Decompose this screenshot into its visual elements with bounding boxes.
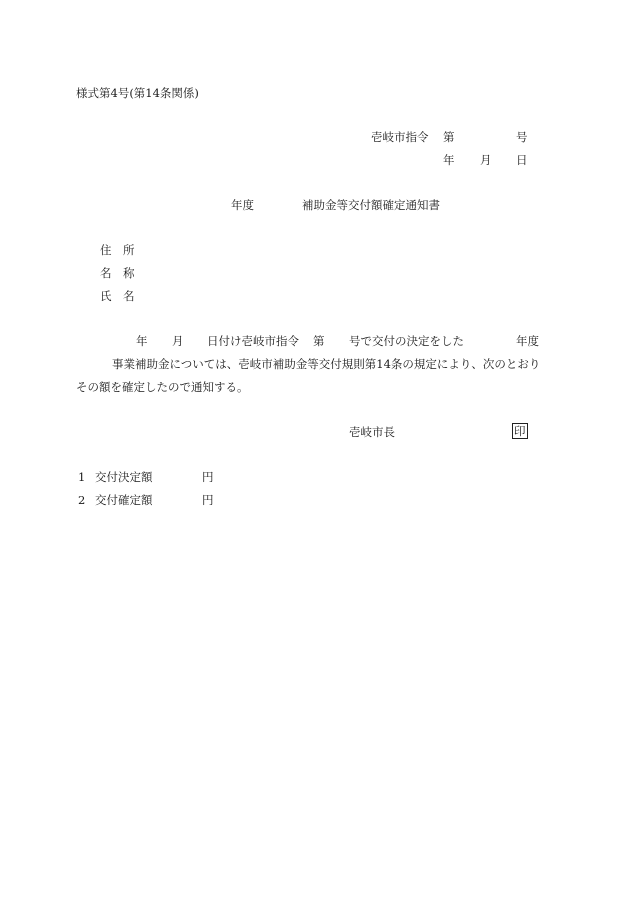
date-day: 日: [516, 153, 528, 167]
title-nendo: 年度: [231, 198, 254, 212]
item-2-number: 2: [78, 493, 86, 507]
body-dated-ref: 日付け壱岐市指令: [207, 334, 299, 348]
body-line-2: 事業補助金については、壱岐市補助金等交付規則第14条の規定により、次のとおり: [112, 357, 541, 371]
item-1-number: 1: [78, 470, 86, 484]
recipient-person-label: 氏 名: [100, 289, 135, 303]
recipient-name-label: 名 称: [100, 266, 135, 280]
item-1-label: 交付決定額: [95, 470, 153, 484]
body-line-3: その額を確定したので通知する。: [76, 380, 249, 394]
item-2-label: 交付確定額: [95, 493, 153, 507]
item-1-unit: 円: [202, 470, 214, 484]
date-month: 月: [480, 153, 492, 167]
body-dai: 第: [313, 334, 325, 348]
seal-mark: [512, 423, 528, 439]
form-label: 様式第4号(第14条関係): [76, 86, 199, 100]
item-2-unit: 円: [202, 493, 214, 507]
ref-go: 号: [516, 130, 528, 144]
body-year: 年: [136, 334, 148, 348]
body-month: 月: [172, 334, 184, 348]
seal-label: 印: [514, 424, 526, 438]
ref-dai: 第: [443, 130, 455, 144]
body-go-text: 号で交付の決定をした: [349, 334, 464, 348]
signatory-title: 壱岐市長: [349, 425, 395, 439]
body-nendo: 年度: [516, 334, 539, 348]
document-title: 補助金等交付額確定通知書: [302, 198, 440, 212]
recipient-address-label: 住 所: [100, 243, 135, 257]
date-year: 年: [443, 153, 455, 167]
ref-prefix: 壱岐市指令: [371, 130, 429, 144]
